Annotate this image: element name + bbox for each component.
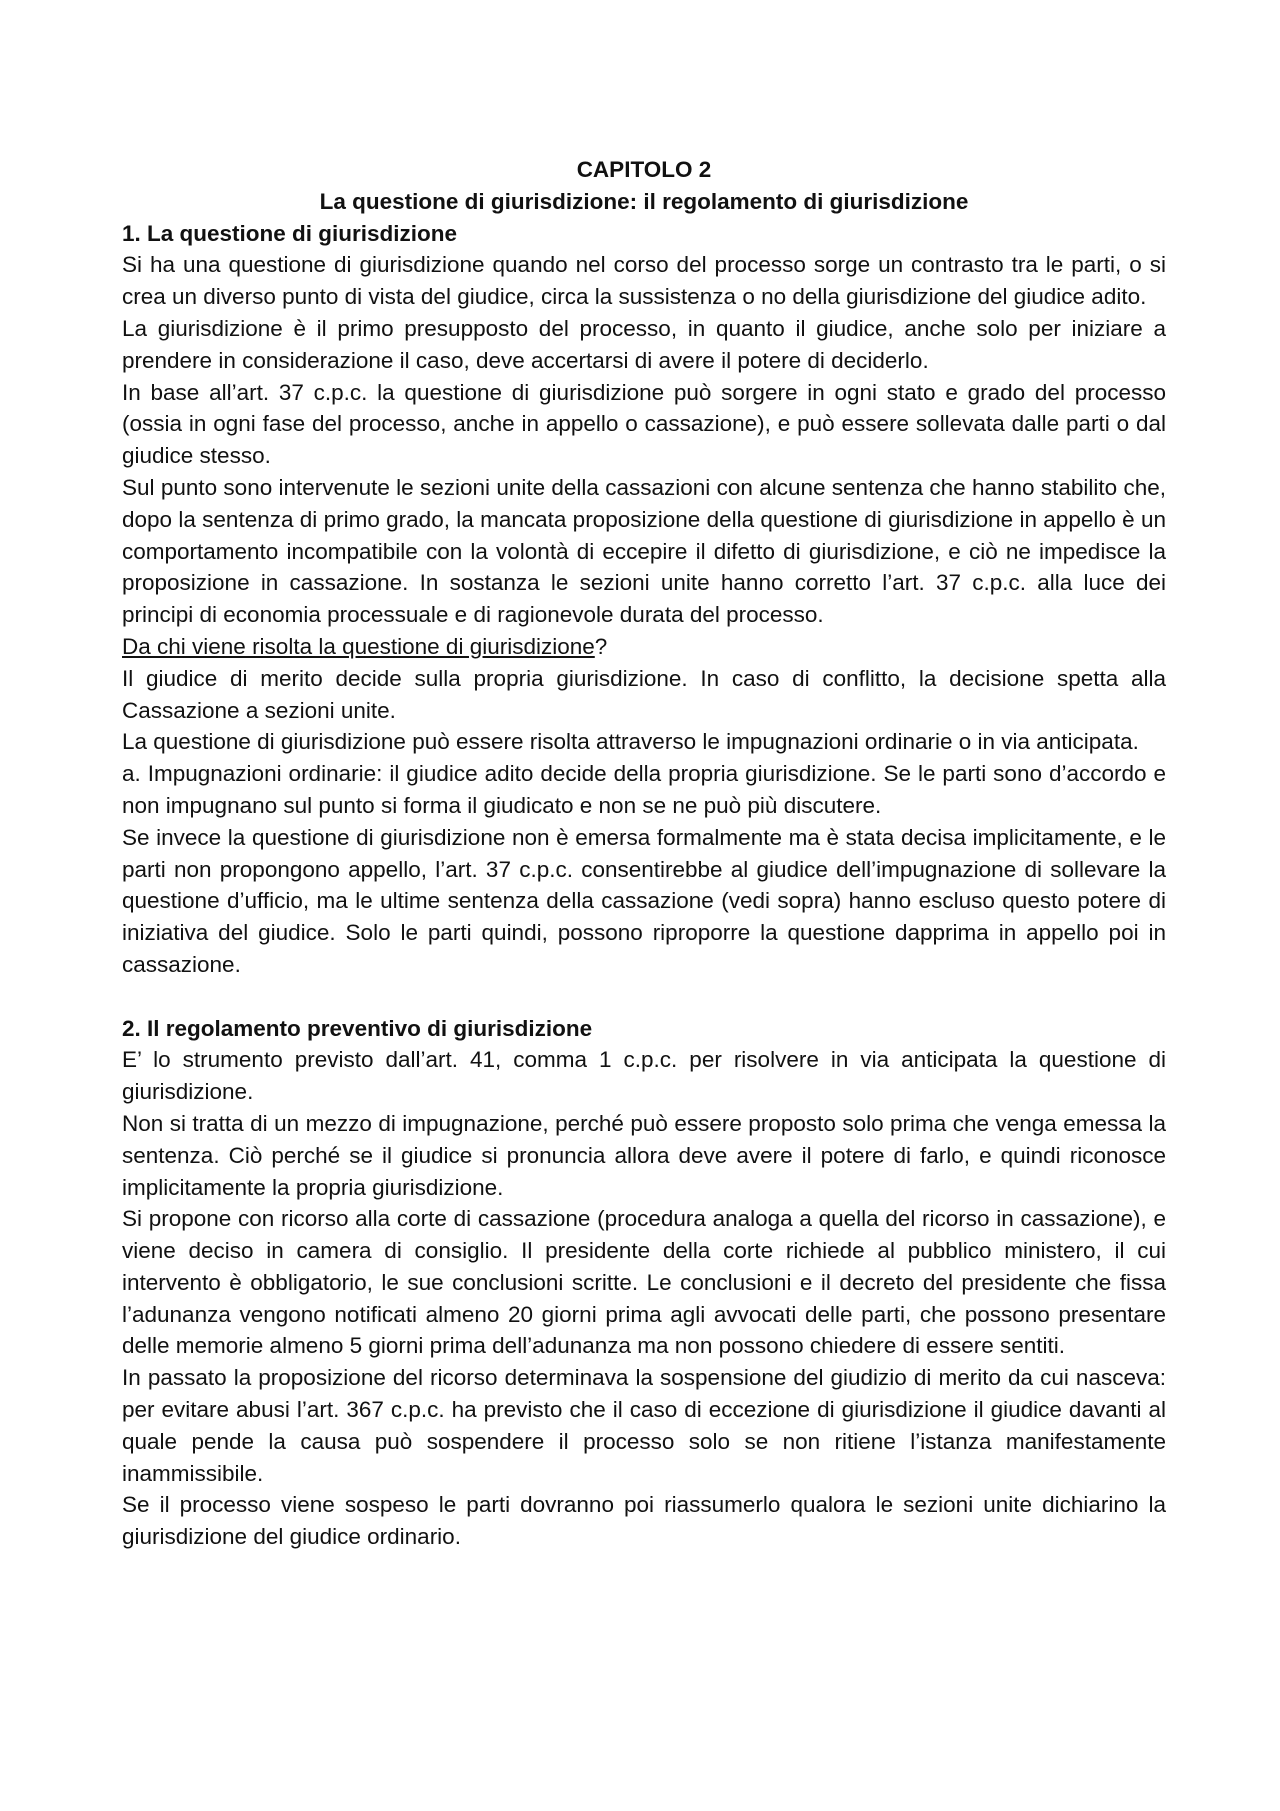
paragraph: La giurisdizione è il primo presupposto del processo, in quanto il giudice, anche solo per iniziare a prendere in considerazione il caso, deve accertarsi di avere il potere di deciderlo.	[122, 315, 1166, 373]
chapter-label: CAPITOLO 2	[576, 157, 712, 182]
paragraph: Sul punto sono intervenute le sezioni unite della cassazioni con alcune sentenza che hanno stabilito che, dopo la sentenza di primo grado, la mancata proposizione della questione di giurisdizione in appello è un comportamento incompatibile con la volontà di eccepire il difetto di giurisdizione, e ciò ne impedisce la proposizione in cassazione. In sostanza le sezioni unite hanno corretto l’art. 37 c.p.c. alla luce dei principi di economia processuale e di ragionevole durata del processo.	[122, 474, 1166, 628]
paragraph: Se il processo viene sospeso le parti dovranno poi riassumerlo qualora le sezioni unite dichiarino la giurisdizione del giudice ordinario.	[122, 1492, 1166, 1550]
question-mark: ?	[594, 633, 608, 659]
paragraph: Il giudice di merito decide sulla propria giurisdizione. In caso di conflitto, la decisione spetta alla Cassazione a sezioni unite.	[122, 665, 1166, 723]
paragraph: In passato la proposizione del ricorso determinava la sospensione del giudizio di merito da cui nasceva: per evitare abusi l’art. 367 c.p.c. ha previsto che il caso di eccezione di giurisdizione il giudice davanti al quale pende la causa può sospendere il processo solo se non ritiene l’istanza manifestamente inammissibile.	[122, 1365, 1166, 1486]
paragraph: Se invece la questione di giurisdizione non è emersa formalmente ma è stata decisa implicitamente, e le parti non propongono appello, l’art. 37 c.p.c. consentirebbe al giudice dell’impugnazione di sollevare la questione d’ufficio, ma le ultime sentenza della cassazione (vedi sopra) hanno escluso questo potere di iniziativa del giudice. Solo le parti quindi, possono riproporre la questione dapprima in appello poi in cassazione.	[122, 824, 1166, 977]
paragraph: La questione di giurisdizione può essere risolta attraverso le impugnazioni ordinarie o in via anticipata.	[122, 729, 1139, 755]
underlined-question: Da chi viene risolta la questione di giurisdizione	[122, 633, 595, 659]
paragraph: E’ lo strumento previsto dall’art. 41, comma 1 c.p.c. per risolvere in via anticipata la questione di giurisdizione.	[122, 1047, 1166, 1105]
question-line	[122, 631, 1166, 663]
paragraph: Si propone con ricorso alla corte di cassazione (procedura analoga a quella del ricorso in cassazione), e viene deciso in camera di consiglio. Il presidente della corte richiede al pubblico ministero, il cui intervento è obbligatorio, le sue conclusioni scritte. Le conclusioni e il decreto del presidente che fissa l’adunanza vengono notificati almeno 20 giorni prima agli avvocati delle parti, che possono presentare delle memorie almeno 5 giorni prima dell’adunanza ma non possono chiedere di essere sentiti.	[122, 1206, 1166, 1359]
paragraph: a. Impugnazioni ordinarie: il giudice adito decide della propria giurisdizione. Se le parti sono d’accordo e non impugnano sul punto si forma il giudicato e non se ne può più discutere.	[122, 761, 1166, 818]
chapter-title: La questione di giurisdizione: il regolamento di giurisdizione	[319, 188, 969, 214]
paragraph: Non si tratta di un mezzo di impugnazione, perché può essere proposto solo prima che venga emessa la sentenza. Ciò perché se il giudice si pronuncia allora deve avere il potere di farlo, e quindi riconosce implicitamente la propria giurisdizione.	[122, 1110, 1166, 1200]
document-page	[122, 154, 1166, 1553]
section-2-heading: 2. Il regolamento preventivo di giurisdizione	[122, 1015, 593, 1041]
blank-line	[122, 981, 1166, 1013]
paragraph: Si ha una questione di giurisdizione quando nel corso del processo sorge un contrasto tra le parti, o si crea un diverso punto di vista del giudice, circa la sussistenza o no della giurisdizione del giudice adito.	[122, 252, 1166, 310]
paragraph: In base all’art. 37 c.p.c. la questione di giurisdizione può sorgere in ogni stato e grado del processo (ossia in ogni fase del processo, anche in appello o cassazione), e può essere sollevata dalle parti o dal giudice stesso.	[122, 379, 1166, 469]
section-1-heading: 1. La questione di giurisdizione	[122, 220, 458, 246]
